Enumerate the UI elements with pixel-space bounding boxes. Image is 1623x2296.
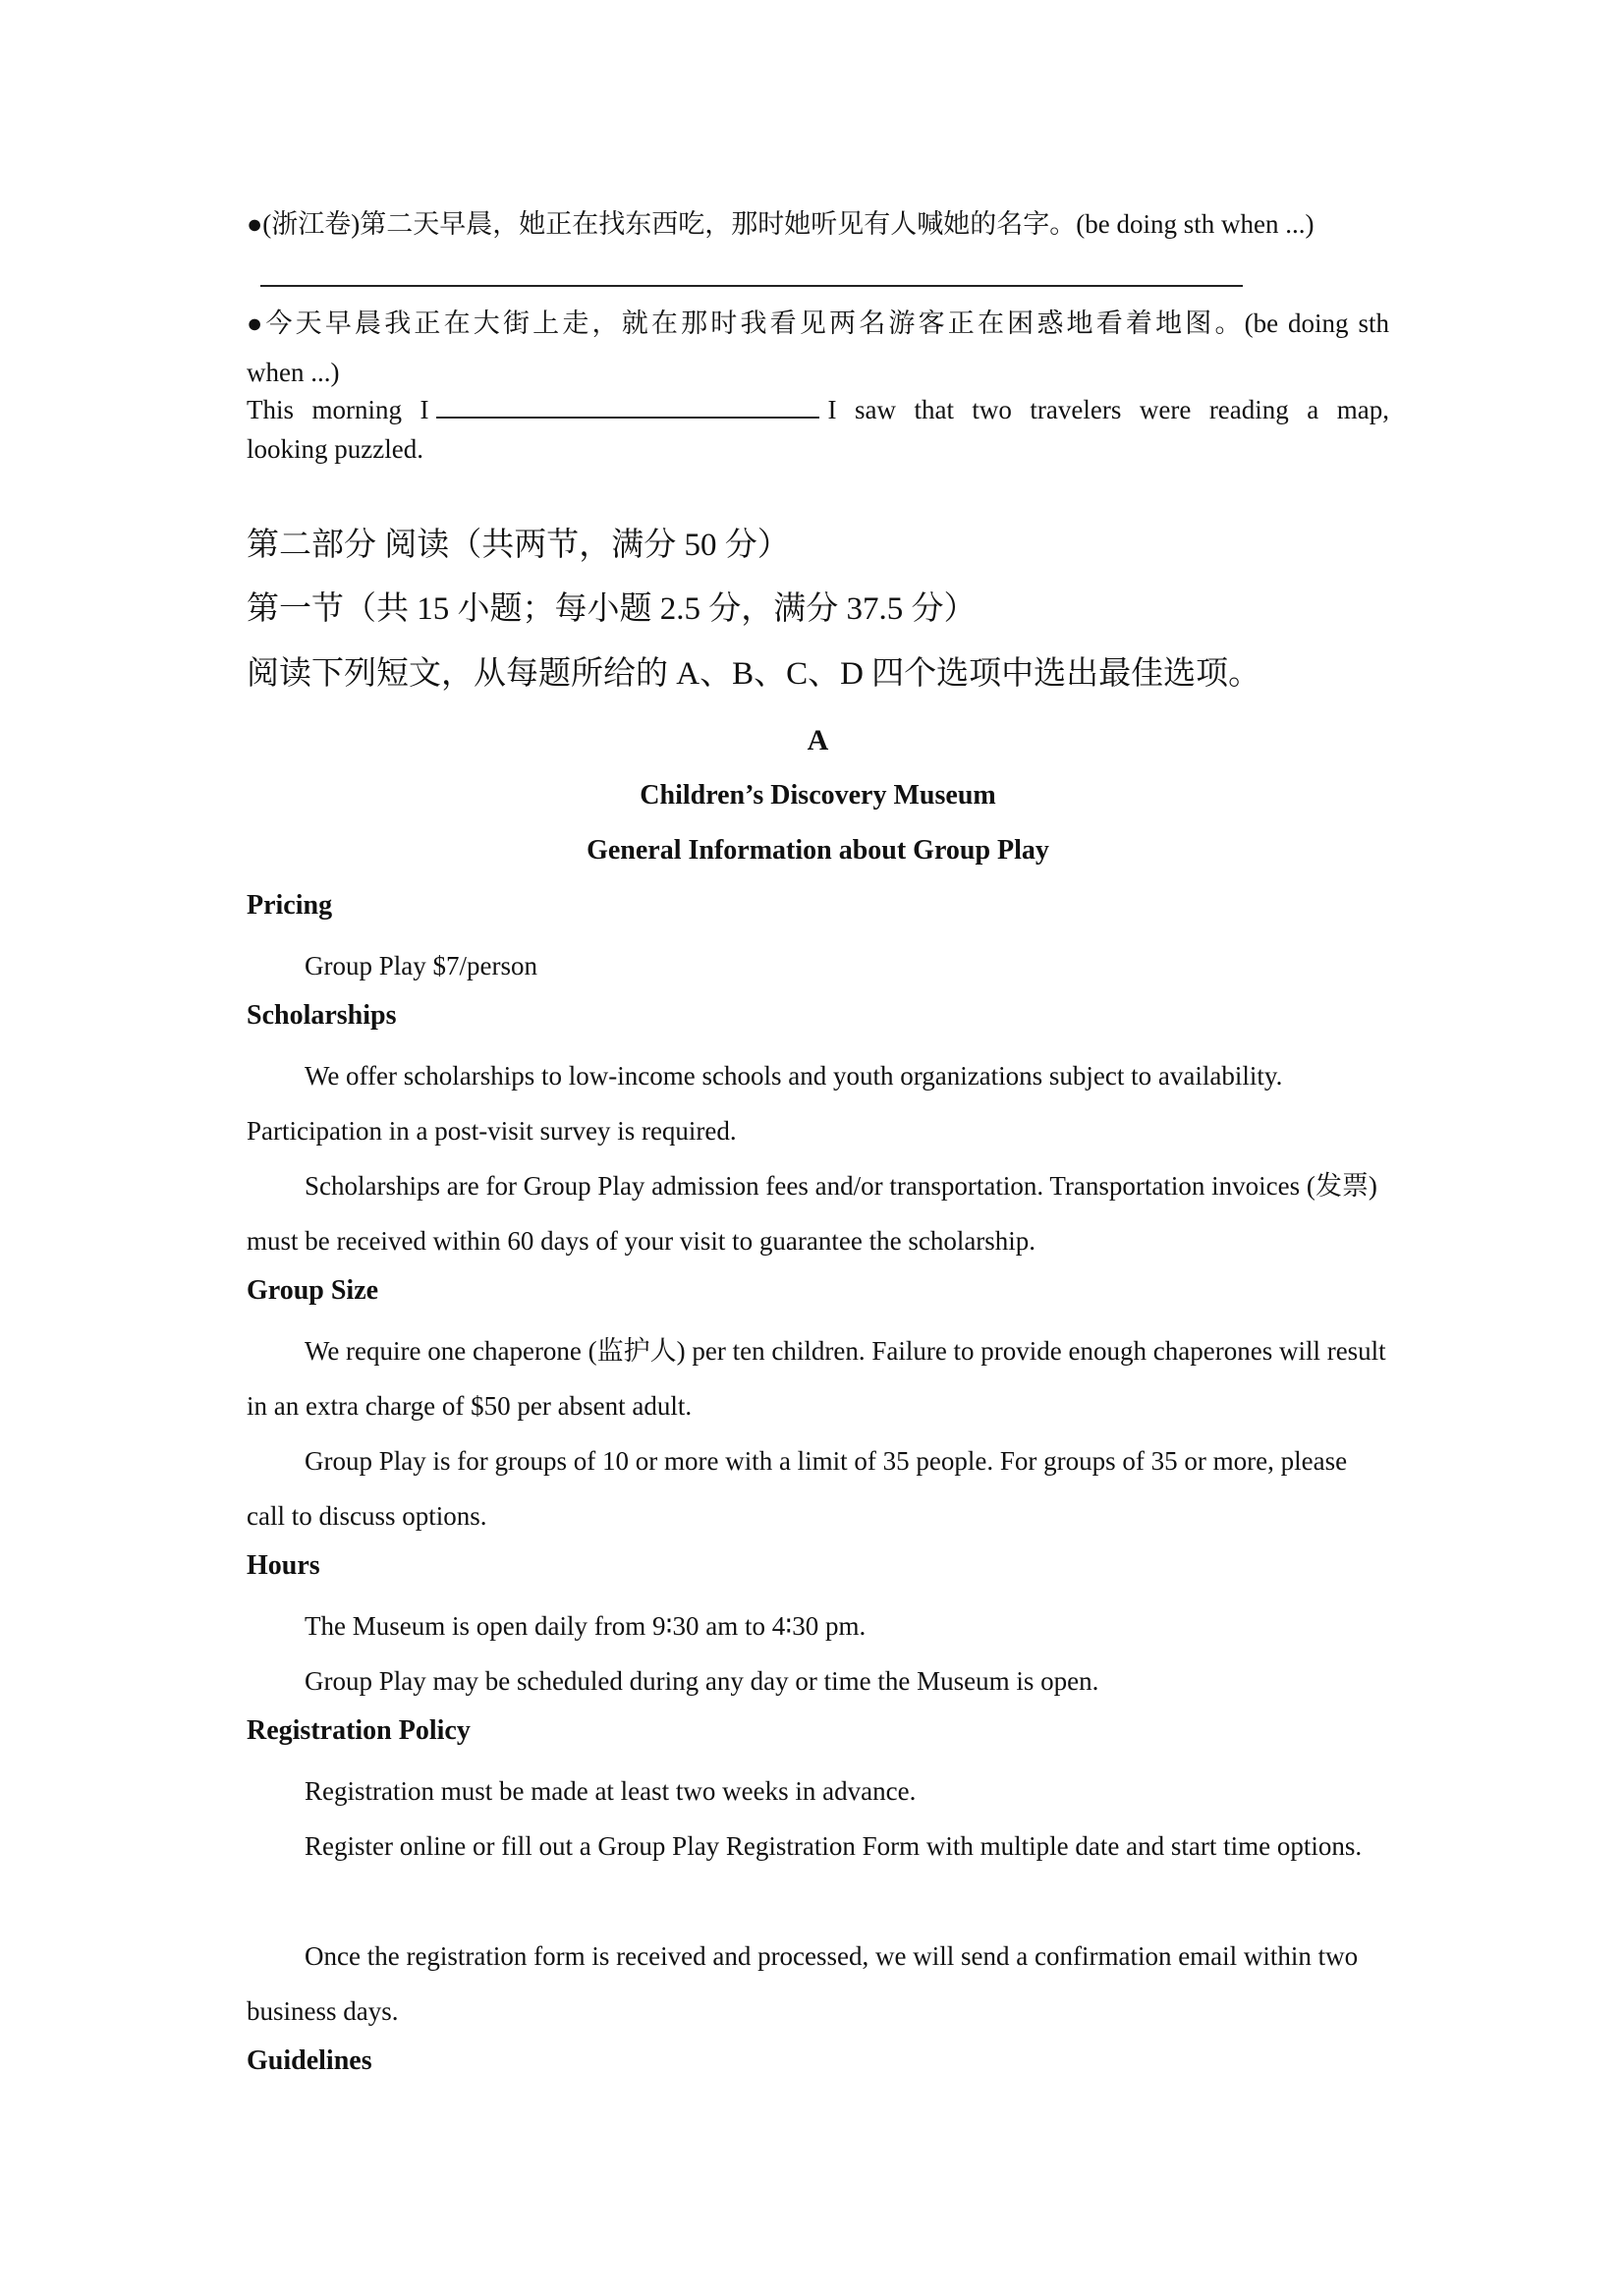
exercise-item-2-prompt-line1: ●今天早晨我正在大街上走，就在那时我看见两名游客正在困惑地看着地图。(be doing sth [247, 308, 1389, 338]
answer-suffix: I saw that two travelers were reading a map, [827, 395, 1389, 424]
scholarships-paragraph-1: We offer scholarships to low-income schools and youth organizations subject to availability. Participation in a post-visit survey is required. [247, 1061, 1283, 1146]
guidelines-heading: Guidelines [247, 2045, 372, 2076]
exercise-item-2-prompt-line2: when ...) [247, 358, 340, 387]
hours-heading: Hours [247, 1550, 320, 1581]
hours-paragraph-1: The Museum is open daily from 9∶30 am to 4∶30 pm. [305, 1611, 867, 1641]
subsection-title: 第一节（共 15 小题；每小题 2.5 分，满分 37.5 分） [247, 591, 977, 627]
exercise-item-1 [247, 200, 1389, 248]
answer-blank-1[interactable] [247, 285, 1243, 287]
registration-heading: Registration Policy [247, 1715, 471, 1746]
answer-prefix: This morning I [247, 395, 429, 424]
registration-paragraph-3: Once the registration form is received and processed, we will send a confirmation email within two business days. [247, 1941, 1359, 2026]
exercise-item-2-answer-line2: looking puzzled. [247, 434, 423, 464]
reading-instruction: 阅读下列短文，从每题所给的 A、B、C、D 四个选项中选出最佳选项。 [247, 656, 1261, 692]
part-title: 第二部分 阅读（共两节，满分 50 分） [247, 528, 790, 563]
passage-subtitle: General Information about Group Play [587, 835, 1049, 866]
passage-title: Children’s Discovery Museum [640, 780, 996, 811]
group-size-paragraph-2: Group Play is for groups of 10 or more with a limit of 35 people. For groups of 35 or more, please call to discuss options. [247, 1446, 1348, 1531]
exercise-item-2-answer-line [247, 388, 1389, 431]
exercise-item-1-prompt: ●(浙江卷)第二天早晨，她正在找东西吃，那时她听见有人喊她的名字。(be doing sth when ...) [247, 209, 1315, 239]
pricing-heading: Pricing [247, 890, 333, 921]
answer-blank-2[interactable] [436, 393, 819, 419]
group-size-heading: Group Size [247, 1275, 379, 1306]
scholarships-heading: Scholarships [247, 1000, 397, 1031]
pricing-text: Group Play $7/person [305, 951, 537, 980]
passage-letter: A [807, 724, 829, 756]
registration-paragraph-2: Register online or fill out a Group Play Registration Form with multiple date and start time options. [305, 1831, 1363, 1861]
group-size-paragraph-1: We require one chaperone (监护人) per ten children. Failure to provide enough chaperones will result in an extra charge of $50 per absent adult. [247, 1336, 1386, 1421]
hours-paragraph-2: Group Play may be scheduled during any day or time the Museum is open. [305, 1666, 1099, 1696]
registration-paragraph-1: Registration must be made at least two weeks in advance. [305, 1776, 917, 1806]
exercise-item-2 [247, 300, 1389, 467]
scholarships-paragraph-2: Scholarships are for Group Play admission fees and/or transportation. Transportation invoices (发票) must be received within 60 days of your visit to guarantee the scholarship. [247, 1171, 1377, 1256]
